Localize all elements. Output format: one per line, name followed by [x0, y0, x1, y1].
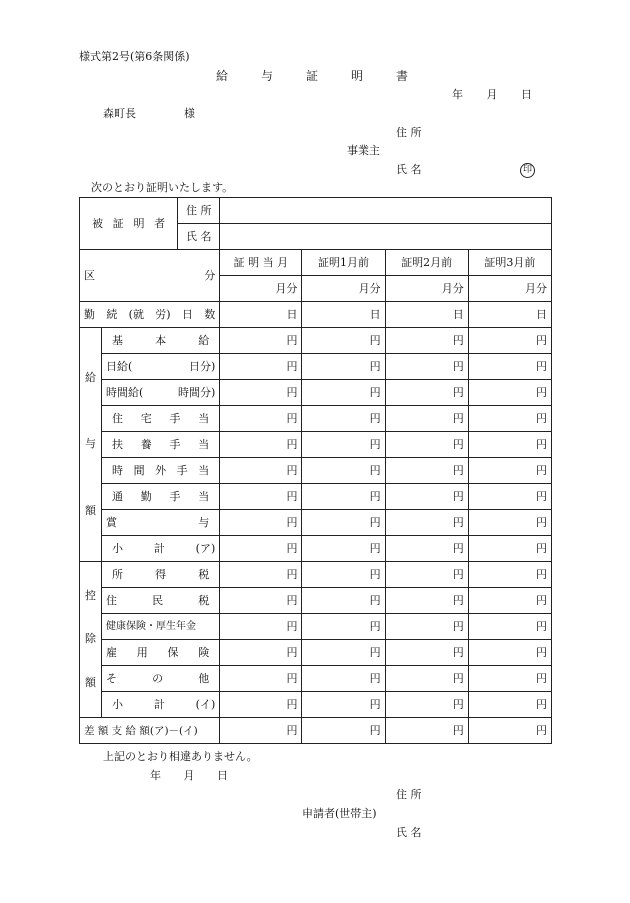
yen-cell[interactable]: 円: [468, 354, 551, 380]
salary-subtotal-row: [80, 536, 552, 562]
salary-item-label: 時 間 外 手 当: [102, 458, 220, 484]
days-row: [80, 302, 552, 328]
year-label: 年: [452, 88, 463, 101]
title-char: 与: [260, 69, 273, 83]
yen-cell[interactable]: 円: [302, 406, 385, 432]
yen-cell[interactable]: 円: [302, 458, 385, 484]
seal-icon: 印: [520, 163, 535, 178]
yen-cell[interactable]: 円: [468, 536, 551, 562]
yen-cell[interactable]: 円: [468, 406, 551, 432]
net-payment-label: 差 額 支 給 額(ア)－(イ): [80, 718, 220, 744]
day-label: 日: [521, 88, 532, 101]
yen-cell[interactable]: 円: [220, 458, 302, 484]
closing-date: [150, 769, 228, 783]
deduction-item-label: 健康保険・厚生年金: [102, 614, 220, 640]
form-number: 様式第2号(第6条関係): [79, 50, 190, 63]
salary-row: [80, 432, 552, 458]
yen-cell[interactable]: 円: [385, 692, 468, 718]
yen-cell[interactable]: 円: [220, 484, 302, 510]
yen-cell[interactable]: 円: [385, 328, 468, 354]
yen-cell[interactable]: 円: [468, 666, 551, 692]
salary-row: [80, 510, 552, 536]
days-cell[interactable]: 日: [302, 302, 385, 328]
applicant-address-label: 住 所: [396, 788, 422, 801]
yen-cell[interactable]: 円: [302, 588, 385, 614]
yen-cell[interactable]: 円: [385, 432, 468, 458]
issue-date: [452, 88, 532, 102]
yen-cell[interactable]: 円: [468, 432, 551, 458]
days-cell[interactable]: 日: [220, 302, 302, 328]
salary-row: [80, 458, 552, 484]
salary-item-label: 通 勤 手 当: [102, 484, 220, 510]
salary-category-cell: 給 与 額: [80, 328, 102, 562]
month-cell[interactable]: 月分: [468, 276, 551, 302]
days-cell[interactable]: 日: [385, 302, 468, 328]
seal-mark: [520, 162, 535, 178]
month-label: 月: [486, 88, 498, 101]
employer-label: 事業主: [347, 144, 380, 157]
deduction-row: [80, 562, 552, 588]
kubun-cell: 区 分: [80, 250, 220, 302]
deduction-item-label: 小 計 (イ): [102, 692, 220, 718]
yen-cell[interactable]: 円: [468, 562, 551, 588]
yen-cell[interactable]: 円: [385, 718, 468, 744]
deduction-item-label: 住 民 税: [102, 588, 220, 614]
closing-text: 上記のとおり相違ありません。: [103, 750, 258, 763]
title-char: 書: [395, 69, 408, 83]
month-cell[interactable]: 月分: [385, 276, 468, 302]
yen-cell[interactable]: 円: [220, 328, 302, 354]
yen-cell[interactable]: 円: [468, 510, 551, 536]
subject-label-cell: 被 証 明 者: [80, 198, 178, 250]
yen-cell[interactable]: 円: [302, 510, 385, 536]
yen-cell[interactable]: 円: [468, 692, 551, 718]
year-label: 年: [150, 769, 161, 782]
net-payment-row: [80, 718, 552, 744]
title-char: 証: [305, 69, 318, 83]
deduction-row: [80, 614, 552, 640]
yen-cell[interactable]: 円: [468, 484, 551, 510]
salary-item-label: 時間給( 時間分): [102, 380, 220, 406]
month-label: 月: [183, 769, 195, 782]
title-char: 給: [216, 69, 229, 83]
subject-address-row: [80, 198, 552, 224]
deduction-row: [80, 666, 552, 692]
days-label-cell: 勤 続 (就 労) 日 数: [80, 302, 220, 328]
yen-cell[interactable]: 円: [385, 354, 468, 380]
deduction-item-label: そ の 他: [102, 666, 220, 692]
salary-row: [80, 328, 552, 354]
employer-name-label: 氏 名: [396, 163, 422, 176]
yen-cell[interactable]: 円: [468, 640, 551, 666]
salary-item-label: 基 本 給: [102, 328, 220, 354]
yen-cell[interactable]: 円: [385, 510, 468, 536]
salary-row: [80, 406, 552, 432]
deduction-row: [80, 588, 552, 614]
yen-cell[interactable]: 円: [220, 432, 302, 458]
yen-cell[interactable]: 円: [220, 510, 302, 536]
yen-cell[interactable]: 円: [220, 614, 302, 640]
yen-cell[interactable]: 円: [468, 614, 551, 640]
yen-cell[interactable]: 円: [220, 380, 302, 406]
yen-cell[interactable]: 円: [302, 484, 385, 510]
salary-item-label: 小 計 (ア): [102, 536, 220, 562]
yen-cell[interactable]: 円: [302, 666, 385, 692]
month-cell[interactable]: 月分: [220, 276, 302, 302]
salary-row: [80, 354, 552, 380]
yen-cell[interactable]: 円: [302, 614, 385, 640]
deduction-row: [80, 640, 552, 666]
yen-cell[interactable]: 円: [220, 536, 302, 562]
salary-item-label: 日給( 日分): [102, 354, 220, 380]
yen-cell[interactable]: 円: [220, 354, 302, 380]
yen-cell[interactable]: 円: [385, 588, 468, 614]
period-header-row: [80, 250, 552, 276]
salary-item-label: 住 宅 手 当: [102, 406, 220, 432]
month-cell[interactable]: 月分: [302, 276, 385, 302]
salary-row: [80, 380, 552, 406]
yen-cell[interactable]: 円: [468, 328, 551, 354]
period-header: 証明1月前: [302, 250, 385, 276]
yen-cell[interactable]: 円: [302, 718, 385, 744]
yen-cell[interactable]: 円: [385, 666, 468, 692]
period-header: 証明2月前: [385, 250, 468, 276]
subject-address-field[interactable]: [220, 198, 552, 224]
yen-cell[interactable]: 円: [220, 718, 302, 744]
subject-name-field[interactable]: [220, 224, 552, 250]
yen-cell[interactable]: 円: [385, 536, 468, 562]
yen-cell[interactable]: 円: [385, 406, 468, 432]
applicant-name-label: 氏 名: [396, 826, 422, 839]
yen-cell[interactable]: 円: [302, 328, 385, 354]
salary-item-label: 賞 与: [102, 510, 220, 536]
period-header: 証 明 当 月: [220, 250, 302, 276]
salary-row: [80, 484, 552, 510]
yen-cell[interactable]: 円: [220, 692, 302, 718]
deduction-category-cell: 控 除 額: [80, 562, 102, 718]
intro-text: 次のとおり証明いたします。: [91, 181, 234, 194]
applicant-label: 申請者(世帯主): [302, 807, 377, 820]
yen-cell[interactable]: 円: [385, 458, 468, 484]
salary-certificate-table: [79, 197, 552, 744]
deduction-subtotal-row: [80, 692, 552, 718]
days-cell[interactable]: 日: [468, 302, 551, 328]
yen-cell[interactable]: 円: [302, 432, 385, 458]
yen-cell[interactable]: 円: [385, 562, 468, 588]
yen-cell[interactable]: 円: [220, 562, 302, 588]
yen-cell[interactable]: 円: [468, 380, 551, 406]
yen-cell[interactable]: 円: [385, 640, 468, 666]
yen-cell[interactable]: 円: [468, 588, 551, 614]
yen-cell[interactable]: 円: [385, 614, 468, 640]
employer-address-label: 住 所: [396, 126, 422, 139]
yen-cell[interactable]: 円: [302, 562, 385, 588]
yen-cell[interactable]: 円: [302, 536, 385, 562]
deduction-item-label: 所 得 税: [102, 562, 220, 588]
yen-cell[interactable]: 円: [220, 640, 302, 666]
yen-cell[interactable]: 円: [302, 354, 385, 380]
subject-name-label: 氏 名: [178, 224, 220, 250]
yen-cell[interactable]: 円: [468, 458, 551, 484]
period-header: 証明3月前: [468, 250, 551, 276]
salary-item-label: 扶 養 手 当: [102, 432, 220, 458]
document-title: [216, 69, 408, 83]
yen-cell[interactable]: 円: [385, 484, 468, 510]
deduction-item-label: 雇 用 保 険: [102, 640, 220, 666]
title-char: 明: [350, 69, 363, 83]
yen-cell[interactable]: 円: [220, 666, 302, 692]
addressee-name: 森町長: [103, 107, 136, 120]
yen-cell[interactable]: 円: [302, 380, 385, 406]
yen-cell[interactable]: 円: [302, 692, 385, 718]
yen-cell[interactable]: 円: [220, 406, 302, 432]
yen-cell[interactable]: 円: [468, 718, 551, 744]
subject-address-label: 住 所: [178, 198, 220, 224]
day-label: 日: [217, 769, 228, 782]
yen-cell[interactable]: 円: [220, 588, 302, 614]
yen-cell[interactable]: 円: [385, 380, 468, 406]
addressee-honorific: 様: [184, 107, 195, 120]
yen-cell[interactable]: 円: [302, 640, 385, 666]
